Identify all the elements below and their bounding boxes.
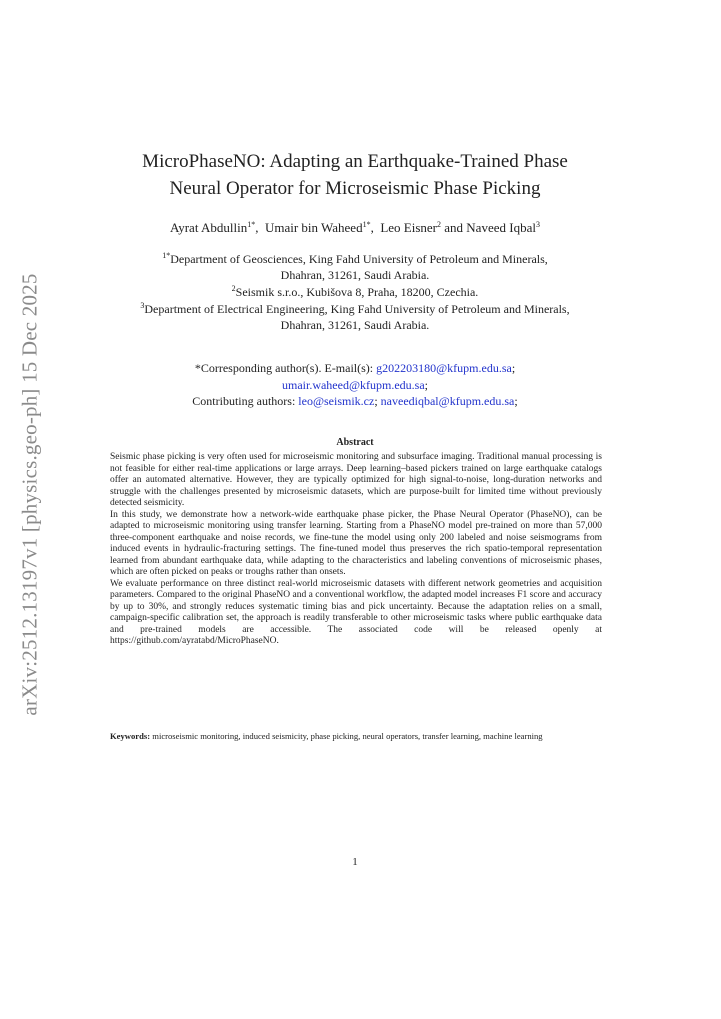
email-link[interactable]: naveediqbal@kfupm.edu.sa (380, 394, 515, 408)
author-sup: 2 (437, 220, 442, 229)
separator: ; (511, 361, 516, 375)
author-name: Umair bin Waheed (264, 220, 363, 235)
author-sep: and (441, 220, 467, 235)
author-sup: 3 (535, 220, 540, 229)
email-link[interactable]: umair.waheed@kfupm.edu.sa (281, 377, 425, 392)
affiliation-line: Dhahran, 31261, Saudi Arabia. (280, 268, 430, 282)
affiliation-sup: 1* (162, 251, 171, 260)
separator: ; (424, 377, 429, 392)
author-name: Leo Eisner (380, 220, 438, 235)
contributing-prefix: Contributing authors: (192, 394, 299, 408)
affiliation-line: Department of Electrical Engineering, King Fahd University of Petroleum and Minerals, (144, 302, 570, 316)
arxiv-stamp (10, 253, 50, 735)
affiliation-sup: 2 (231, 284, 236, 293)
title-line-1: MicroPhaseNO: Adapting an Earthquake-Trained Phase (142, 151, 568, 172)
author-name: Ayrat Abdullin (170, 220, 248, 235)
keywords-text: microseismic monitoring, induced seismicity, phase picking, neural operators, transfer learning, machine learning (150, 731, 543, 741)
correspondence-prefix: *Corresponding author(s). E-mail(s): (194, 361, 377, 375)
author-sep: , (370, 220, 381, 235)
author-sup: 1* (362, 220, 371, 229)
correspondence (100, 360, 610, 410)
email-link[interactable]: g202203180@kfupm.edu.sa (376, 361, 512, 375)
separator: ; (514, 394, 518, 408)
page-number: 1 (352, 856, 358, 868)
keywords (110, 731, 602, 742)
affiliation-line: Department of Geosciences, King Fahd University of Petroleum and Minerals, (170, 252, 548, 266)
author-sup: 1* (247, 220, 256, 229)
abstract-body (110, 452, 602, 648)
title-line-2: Neural Operator for Microseismic Phase Picking (169, 178, 541, 199)
separator: ; (374, 394, 381, 408)
abstract-paragraph: Seismic phase picking is very often used for microseismic monitoring and subsurface imaging. Traditional manual processing is not feasible for either real-time applications or large arrays. Deep learning–based pickers trained on large earthquake catalogs offer an automated alternative. However, they are typically optimized for high signal-to-noise, long-duration networks and struggle with the challenges presented by microseismic datasets, which are purpose-built for limited time without previously detected seismicity. (110, 452, 602, 508)
email-link[interactable]: leo@seismik.cz (298, 394, 375, 408)
abstract-heading: Abstract (336, 437, 374, 448)
affiliation-3 (80, 298, 630, 333)
abstract-paragraph: We evaluate performance on three distinct real-world microseismic datasets with different network geometries and acquisition parameters. Compared to the original PhaseNO and a conventional workflow, the adapted model increases F1 score and accuracy by up to 30%, and strongly reduces systematic timing bias and pick uncertainty. Because the adaptation relies on a small, campaign-specific calibration set, the approach is readily transferable to other microseismic tasks where public earthquake data and pre-trained models are accessible. The associated code will be released openly at https://github.com/ayratabd/MicroPhaseNO. (110, 578, 602, 646)
author-list (90, 220, 620, 236)
author-name: Naveed Iqbal (466, 220, 536, 235)
affiliation-sup: 3 (140, 301, 145, 310)
keywords-label: Keywords: (110, 731, 151, 741)
arxiv-stamp-text: arXiv:2512.13197v1 [physics.geo-ph] 15 Dec 2025 (17, 272, 42, 716)
affiliation-line: Dhahran, 31261, Saudi Arabia. (280, 318, 430, 332)
abstract-paragraph: In this study, we demonstrate how a network-wide earthquake phase picker, the Phase Neural Operator (PhaseNO), can be adapted to microseismic monitoring using transfer learning. Starting from a PhaseNO model pre-trained on more than 57,000 three-component earthquake and noise records, we fine-tune the model using only 200 labeled and noise seismograms from induced events in hydraulic-fracturing settings. The fine-tuned model thus preserves the rich spatio-temporal representation learned from abundant earthquake data, while adapting to the characteristics and labeling conventions of microseismic phases, which are often picked on peaks or troughs rather than onsets. (110, 509, 602, 577)
affiliation-line: Seismik s.r.o., Kubišova 8, Praha, 18200, Czechia. (235, 285, 479, 299)
affiliation-1 (80, 248, 630, 283)
paper-title (100, 148, 610, 202)
author-sep: , (255, 220, 265, 235)
